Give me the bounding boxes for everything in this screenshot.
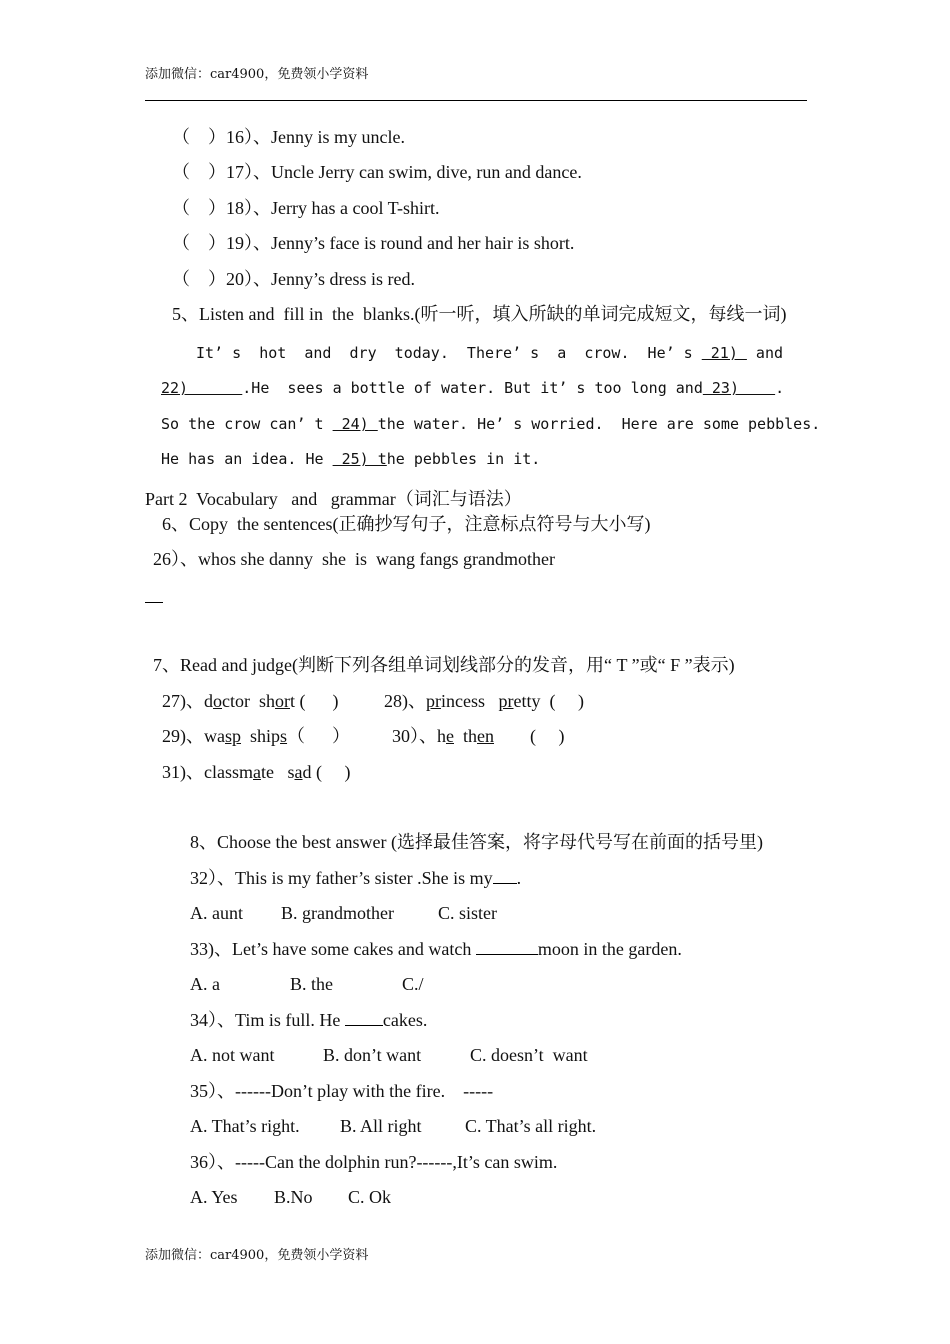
passage-line-1 [196,346,783,361]
word-part: te s [261,762,295,782]
q-num: 27)、 [162,691,204,711]
question-text: cakes. [382,1010,428,1030]
option-34-c[interactable]: C. doesn’t want [470,1045,588,1065]
answer-paren[interactable]: （ ） [172,127,226,147]
q-num: 29)、 [162,726,204,746]
answer-blank[interactable] [476,940,538,955]
question-27 [162,692,339,710]
underlined-letters: e [446,726,454,746]
passage-text: he pebbles in it. [386,450,541,468]
passage-text: He has an idea. He [161,450,333,468]
option-33-b[interactable]: B. the [290,974,333,994]
question-26: 26）、whos she danny she is wang fangs grandmother [153,549,555,569]
passage-text: the water. He’ s worried. Here are some pebbles. [377,415,821,433]
q-num: 31)、 [162,762,204,782]
q-num: 28)、 [384,691,426,711]
word-part: classm [204,762,253,782]
judge-item-17 [172,163,582,181]
question-31 [162,763,351,781]
question-text: 34）、Tim is full. He [190,1010,345,1030]
part2-title: Part 2 Vocabulary and grammar（词汇与语法） [145,489,522,509]
passage-text: .He sees a bottle of water. But it’ s too long and [242,379,703,397]
underlined-letters: en [477,726,495,746]
question-text: 33)、Let’s have some cakes and watch [190,939,476,959]
section7-title: 7、Read and judge(判断下列各组单词划线部分的发音，用“ T ”或“ F ”表示) [153,655,735,675]
word-part: ( ) [494,726,565,746]
answer-paren[interactable]: （ ） [172,162,226,182]
option-33-c[interactable]: C./ [402,974,424,994]
option-35-c[interactable]: C. That’s all right. [465,1116,597,1136]
footer-note: 添加微信：car4900，免费领小学资料 [145,1248,369,1263]
option-34-a[interactable]: A. not want [190,1045,275,1065]
word-part: t ( ) [290,691,339,711]
word-part: wa [204,726,225,746]
blank-23[interactable]: 23) [702,379,776,397]
underlined-letters: a [294,762,303,782]
answer-paren[interactable]: （ ） [172,233,226,253]
word-part: d ( ) [302,762,351,782]
judge-item-19 [172,234,574,252]
question-text: . [516,868,522,888]
question-32 [190,869,521,887]
question-35: 35）、------Don’t play with the fire. ----- [190,1081,494,1101]
word-part: （ ） [287,726,351,746]
header-note: 添加微信：car4900，免费领小学资料 [145,67,369,82]
blank-21[interactable]: 21) [701,344,747,362]
word-part: etty ( ) [513,691,584,711]
item-text: 19）、Jenny’s face is round and her hair is short. [226,233,575,253]
word-part: incess [441,691,499,711]
blank-24[interactable]: 24) [332,415,378,433]
answer-paren[interactable]: （ ） [172,198,226,218]
q-num: 30）、 [392,726,437,746]
word-part: ship [241,726,281,746]
question-text: 32）、This is my father’s sister .She is my [190,868,493,888]
passage-text: . [775,379,785,397]
question-33 [190,940,682,958]
passage-text: So the crow can’ t [161,415,333,433]
underlined-letters: o [213,691,222,711]
section8-title: 8、Choose the best answer (选择最佳答案，将字母代号写在前面的括号里) [190,832,763,852]
underlined-letters: pr [426,691,441,711]
word-part: ctor sh [222,691,275,711]
option-32-b[interactable]: B. grandmother [281,903,394,923]
passage-text: and [746,344,784,362]
word-part: d [204,691,213,711]
item-text: 17）、Uncle Jerry can swim, dive, run and dance. [226,162,582,182]
option-35-b[interactable]: B. All right [340,1116,422,1136]
item-text: 18）、Jerry has a cool T-shirt. [226,198,440,218]
judge-item-16 [172,128,405,146]
question-text: moon in the garden. [537,939,682,959]
header-divider [145,100,807,101]
option-36-a[interactable]: A. Yes [190,1187,238,1207]
question-29 [162,727,350,745]
underlined-letters: pr [498,691,514,711]
item-text: 20）、Jenny’s dress is red. [226,269,415,289]
option-32-c[interactable]: C. sister [438,903,498,923]
passage-line-2 [161,381,784,396]
blank-22[interactable]: 22) [161,379,243,397]
word-part: th [454,726,478,746]
option-33-a[interactable]: A. a [190,974,220,994]
answer-paren[interactable]: （ ） [172,269,226,289]
section6-title: 6、Copy the sentences(正确抄写句子，注意标点符号与大小写) [162,514,651,534]
item-text: 16）、Jenny is my uncle. [226,127,405,147]
blank-25[interactable]: 25) t [332,450,387,468]
question-34 [190,1011,427,1029]
option-36-c[interactable]: C. Ok [348,1187,392,1207]
question-30 [392,727,565,745]
passage-line-3 [161,417,820,432]
section5-title: 5、Listen and fill in the blanks.(听一听，填入所缺的单词完成短文，每线一词) [172,304,787,324]
option-32-a[interactable]: A. aunt [190,903,243,923]
option-35-a[interactable]: A. That’s right. [190,1116,300,1136]
passage-text: It’ s hot and dry today. There’ s a crow. He’ s [196,344,702,362]
answer-blank[interactable] [493,869,517,884]
option-36-b[interactable]: B.No [274,1187,313,1207]
judge-item-18 [172,199,439,217]
underlined-letters: a [253,762,261,782]
question-28 [384,692,584,710]
underlined-letters: s [280,726,288,746]
option-34-b[interactable]: B. don’t want [323,1045,422,1065]
answer-blank[interactable] [345,1011,383,1026]
judge-item-20 [172,270,415,288]
answer-line-26[interactable] [145,602,163,603]
underlined-letters: sp [225,726,242,746]
question-36: 36）、-----Can the dolphin run?------,It’s can swim. [190,1152,558,1172]
passage-line-4 [161,452,540,467]
underlined-letters: or [275,691,290,711]
word-part: h [437,726,446,746]
